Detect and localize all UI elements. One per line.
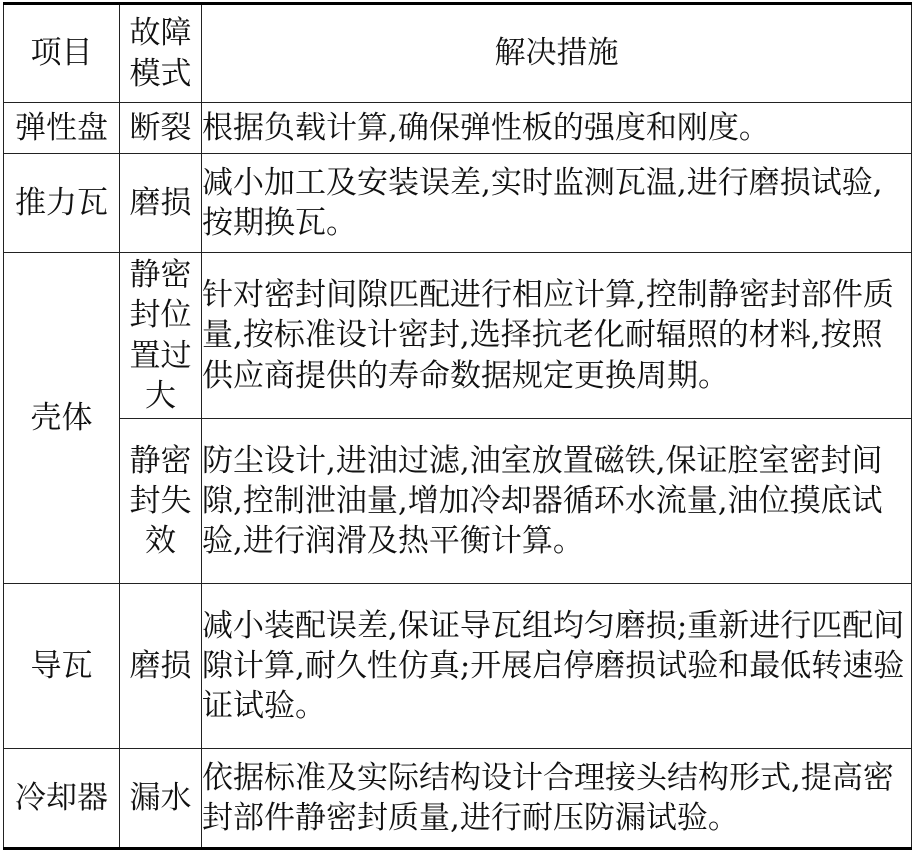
solution-cell: 减小加工及安装误差,实时监测瓦温,进行磨损试验,按期换瓦。 <box>202 154 912 253</box>
fault-mode-cell <box>120 253 202 419</box>
fault-mode-cell <box>120 749 202 849</box>
fault-mode-line: 断裂 <box>129 109 192 146</box>
item-cell: 壳体 <box>4 253 120 584</box>
header-solution: 解决措施 <box>202 4 912 103</box>
table-row <box>4 749 912 849</box>
fault-mode-table <box>3 2 912 850</box>
fault-mode-cell <box>120 103 202 154</box>
item-cell: 推力瓦 <box>4 154 120 253</box>
fault-mode-line: 磨损 <box>129 184 192 221</box>
fault-mode-line: 大 <box>145 377 176 414</box>
fault-mode-line: 静密 <box>129 442 192 479</box>
table-row <box>4 419 912 584</box>
fault-mode-cell <box>120 584 202 749</box>
header-fault-mode-line: 模式 <box>129 55 192 92</box>
fault-mode-line: 漏水 <box>129 779 192 816</box>
solution-cell: 减小装配误差,保证导瓦组均匀磨损;重新进行匹配间隙计算,耐久性仿真;开展启停磨损试验和最低转速验证试验。 <box>202 584 912 749</box>
fault-mode-cell <box>120 154 202 253</box>
item-cell: 冷却器 <box>4 749 120 849</box>
solution-cell: 依据标准及实际结构设计合理接头结构形式,提高密封部件静密封质量,进行耐压防漏试验。 <box>202 749 912 849</box>
fault-mode-line: 置过 <box>129 337 192 374</box>
item-cell: 导瓦 <box>4 584 120 749</box>
table-row <box>4 253 912 419</box>
header-item: 项目 <box>4 4 120 103</box>
header-row <box>4 4 912 103</box>
fault-mode-line: 封位 <box>129 297 192 334</box>
solution-cell: 防尘设计,进油过滤,油室放置磁铁,保证腔室密封间隙,控制泄油量,增加冷却器循环水流量,油位摸底试验,进行润滑及热平衡计算。 <box>202 419 912 584</box>
header-fault-mode-line: 故障 <box>129 15 192 52</box>
item-cell: 弹性盘 <box>4 103 120 154</box>
fault-mode-line: 效 <box>145 523 176 560</box>
header-fault-mode <box>120 4 202 103</box>
solution-cell: 针对密封间隙匹配进行相应计算,控制静密封部件质量,按标准设计密封,选择抗老化耐辐照的材料,按照供应商提供的寿命数据规定更换周期。 <box>202 253 912 419</box>
fault-mode-line: 封失 <box>129 482 192 519</box>
table-row <box>4 584 912 749</box>
fault-mode-line: 静密 <box>129 256 192 293</box>
fault-mode-cell <box>120 419 202 584</box>
solution-cell: 根据负载计算,确保弹性板的强度和刚度。 <box>202 103 912 154</box>
table-row <box>4 154 912 253</box>
table-row <box>4 103 912 154</box>
fault-mode-line: 磨损 <box>129 647 192 684</box>
